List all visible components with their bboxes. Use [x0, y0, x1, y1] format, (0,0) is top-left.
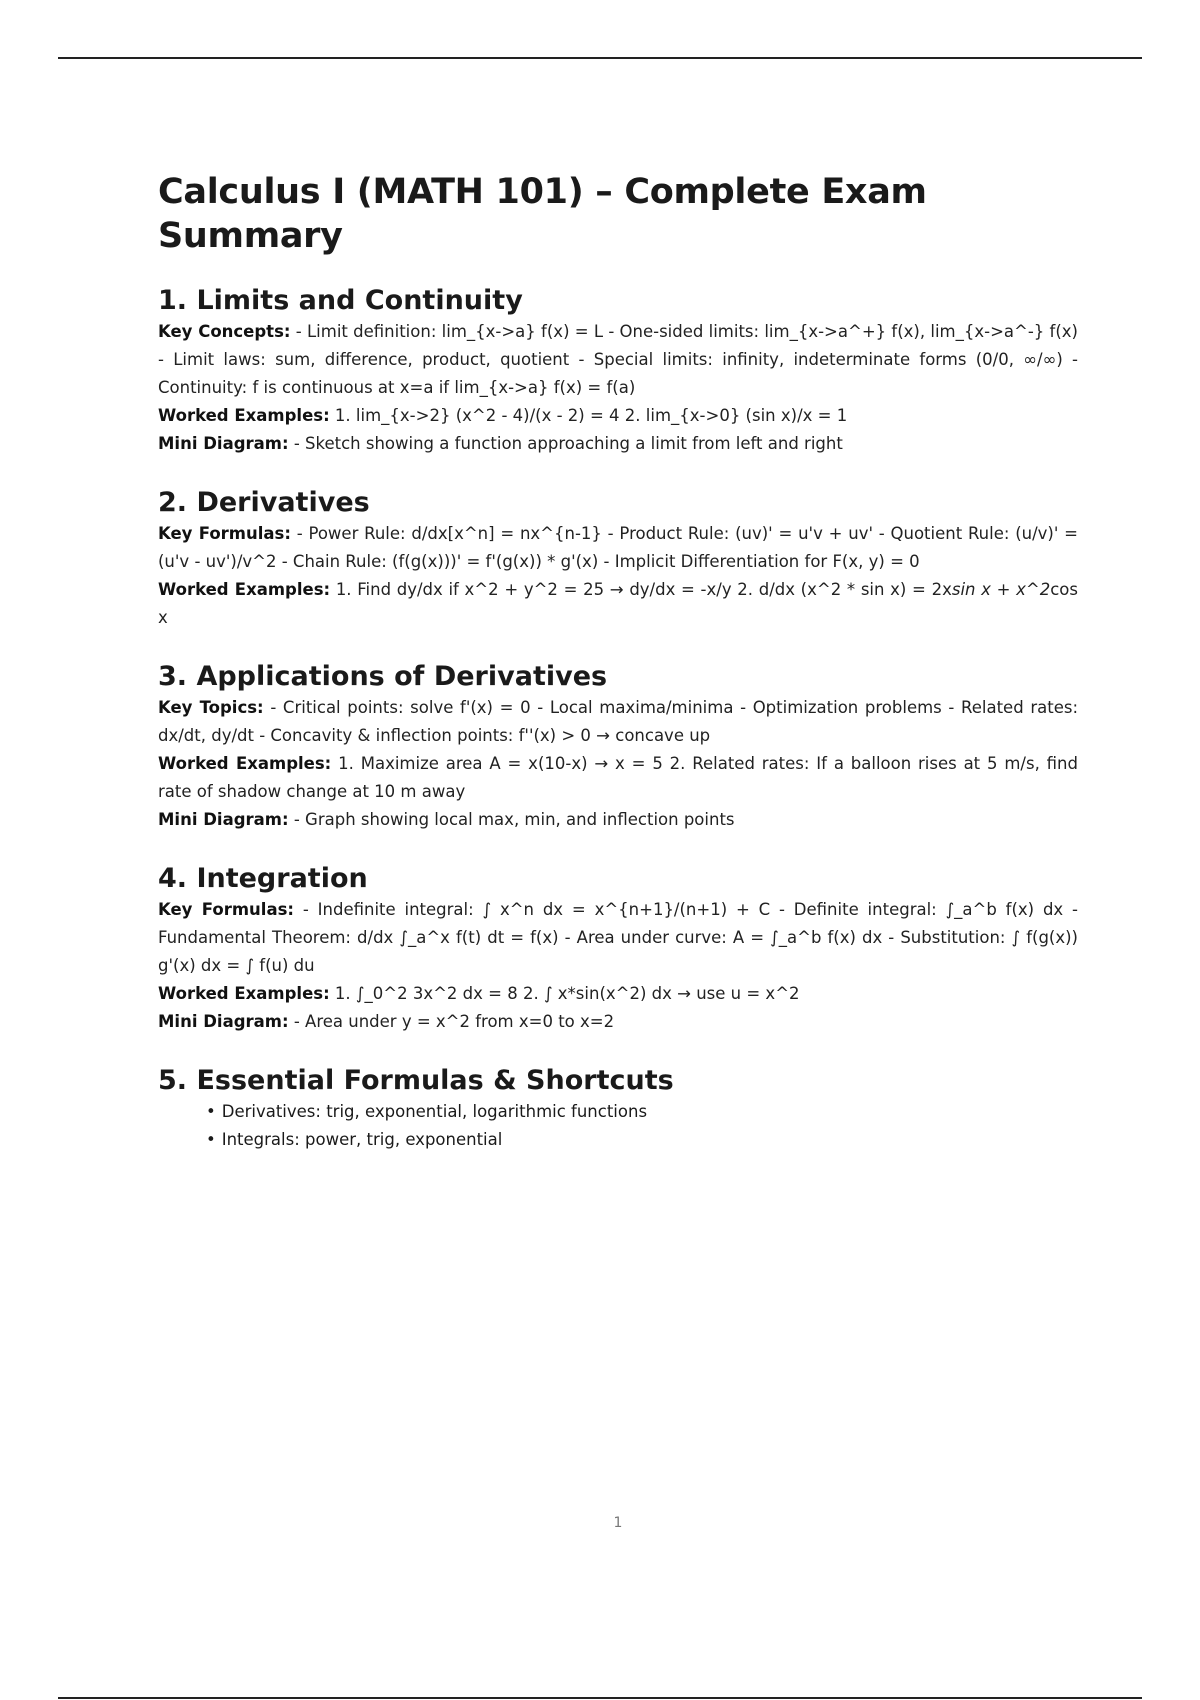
worked-examples-text: 1. lim_{x->2} (x^2 - 4)/(x - 2) = 4 2. lim_{x->0} (sin x)/x = 1: [329, 406, 848, 425]
applications-worked-examples: [158, 750, 1078, 806]
section-heading-derivatives: 2. Derivatives: [158, 487, 370, 518]
mini-diagram-label: Mini Diagram:: [158, 1012, 289, 1031]
worked-examples-text: 1. Find dy/dx if x^2 + y^2 = 25 → dy/dx = -x/y 2. d/dx (x^2 * sin x) = 2x: [330, 580, 952, 599]
limits-worked-examples: [158, 402, 1078, 430]
integration-worked-examples: [158, 980, 1078, 1008]
worked-examples-label: Worked Examples:: [158, 984, 330, 1003]
mini-diagram-text: - Graph showing local max, min, and inflection points: [288, 810, 735, 829]
page-number: 1: [613, 1515, 623, 1531]
shortcuts-list: [158, 1098, 1078, 1154]
applications-mini-diagram: [158, 806, 1078, 834]
worked-examples-italic-text: sin x + x^2: [951, 580, 1051, 599]
key-topics-text: - Critical points: solve f'(x) = 0 - Local maxima/minima - Optimization problems - Related rates: dx/dt, dy/dt - Concavity & inflection points: f''(x) > 0 → concave up: [158, 698, 1078, 745]
mini-diagram-label: Mini Diagram:: [158, 810, 289, 829]
section-heading-limits: 1. Limits and Continuity: [158, 285, 523, 316]
limits-key-concepts: [158, 318, 1078, 402]
list-item: • Integrals: power, trig, exponential: [206, 1126, 1078, 1154]
limits-mini-diagram: [158, 430, 1078, 458]
key-formulas-label: Key Formulas:: [158, 900, 295, 919]
section-heading-integration: 4. Integration: [158, 863, 368, 894]
worked-examples-text-end: cos x: [158, 580, 1078, 627]
derivatives-worked-examples: [158, 576, 1078, 632]
section-heading-formulas: 5. Essential Formulas & Shortcuts: [158, 1065, 674, 1096]
section-heading-applications: 3. Applications of Derivatives: [158, 661, 608, 692]
key-formulas-text: - Indefinite integral: ∫ x^n dx = x^{n+1}/(n+1) + C - Definite integral: ∫_a^b f(x) dx - Fundamental Theorem: d/dx ∫_a^x f(t) dt = f(x) - Area under curve: A = ∫_a^b f(x) dx - Substitution: ∫ f(g(x)) g'(x) dx = ∫ f(u) du: [158, 900, 1078, 975]
worked-examples-label: Worked Examples:: [158, 406, 330, 425]
bottom-rule: [58, 1697, 1142, 1699]
integration-mini-diagram: [158, 1008, 1078, 1036]
top-rule: [58, 57, 1142, 59]
document-body: [158, 170, 1078, 1154]
mini-diagram-text: - Sketch showing a function approaching a limit from left and right: [288, 434, 843, 453]
worked-examples-label: Worked Examples:: [158, 754, 332, 773]
integration-key-formulas: [158, 896, 1078, 980]
key-topics-label: Key Topics:: [158, 698, 264, 717]
worked-examples-label: Worked Examples:: [158, 580, 331, 599]
list-item: • Derivatives: trig, exponential, logarithmic functions: [206, 1098, 1078, 1126]
worked-examples-text: 1. Maximize area A = x(10-x) → x = 5 2. Related rates: If a balloon rises at 5 m/s, find rate of shadow change at 10 m away: [158, 754, 1078, 801]
mini-diagram-label: Mini Diagram:: [158, 434, 289, 453]
page-title: Calculus I (MATH 101) – Complete Exam Summary: [158, 172, 927, 256]
key-concepts-text: - Limit definition: lim_{x->a} f(x) = L - One-sided limits: lim_{x->a^+} f(x), lim_{x->a^-} f(x) - Limit laws: sum, difference, product, quotient - Special limits: infinity, indeterminate forms (0/0, ∞/∞) - Continuity: f is continuous at x=a if lim_{x->a} f(x) = f(a): [158, 322, 1078, 397]
mini-diagram-text: - Area under y = x^2 from x=0 to x=2: [288, 1012, 615, 1031]
key-formulas-text: - Power Rule: d/dx[x^n] = nx^{n-1} - Product Rule: (uv)' = u'v + uv' - Quotient Rule: (u/v)' = (u'v - uv')/v^2 - Chain Rule: (f(g(x)))' = f'(g(x)) * g'(x) - Implicit Differentiation for F(x, y) = 0: [158, 524, 1078, 571]
key-formulas-label: Key Formulas:: [158, 524, 291, 543]
key-concepts-label: Key Concepts:: [158, 322, 291, 341]
derivatives-key-formulas: [158, 520, 1078, 576]
worked-examples-text: 1. ∫_0^2 3x^2 dx = 8 2. ∫ x*sin(x^2) dx → use u = x^2: [329, 984, 800, 1003]
applications-key-topics: [158, 694, 1078, 750]
